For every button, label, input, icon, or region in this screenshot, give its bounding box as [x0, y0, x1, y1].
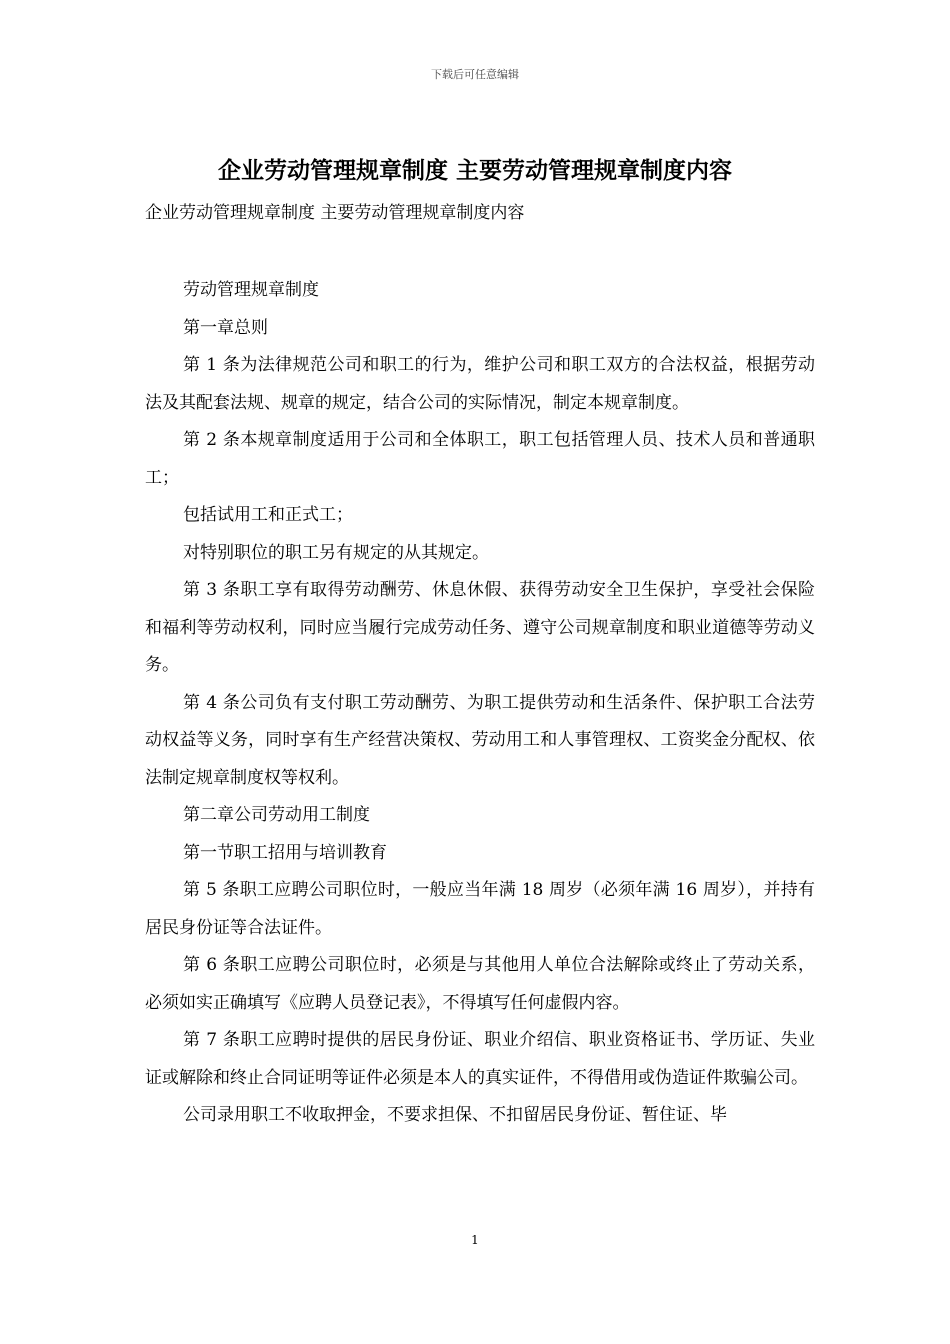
article-paragraph: 第 7 条职工应聘时提供的居民身份证、职业介绍信、职业资格证书、学历证、失业证或解除和终止合同证明等证件必须是本人的真实证件，不得借用或伪造证件欺骗公司。	[145, 1030, 815, 1088]
section-heading: 第一节职工招用与培训教育	[183, 842, 387, 863]
document-body	[145, 272, 815, 1135]
article-paragraph: 第 1 条为法律规范公司和职工的行为，维护公司和职工双方的合法权益，根据劳动法及其配套法规、规章的规定，结合公司的实际情况，制定本规章制度。	[145, 355, 815, 413]
article-paragraph: 第 4 条公司负有支付职工劳动酬劳、为职工提供劳动和生活条件、保护职工合法劳动权益等义务，同时享有生产经营决策权、劳动用工和人事管理权、工资奖金分配权、依法制定规章制度权等权利。	[145, 692, 815, 788]
document-subtitle: 企业劳动管理规章制度 主要劳动管理规章制度内容	[145, 203, 525, 223]
article-paragraph: 包括试用工和正式工；	[183, 505, 353, 525]
page-header-note: 下载后可任意编辑	[431, 68, 519, 81]
document-title: 企业劳动管理规章制度 主要劳动管理规章制度内容	[217, 157, 732, 184]
page-number: 1	[471, 1233, 479, 1247]
chapter-heading: 第二章公司劳动用工制度	[183, 805, 370, 825]
article-paragraph: 第 2 条本规章制度适用于公司和全体职工，职工包括管理人员、技术人员和普通职工；	[145, 430, 815, 488]
chapter-heading: 第一章总则	[183, 317, 268, 338]
article-paragraph: 第 6 条职工应聘公司职位时，必须是与其他用人单位合法解除或终止了劳动关系，必须如实正确填写《应聘人员登记表》，不得填写任何虚假内容。	[145, 955, 815, 1013]
article-paragraph: 公司录用职工不收取押金，不要求担保、不扣留居民身份证、暂住证、毕	[183, 1105, 727, 1125]
article-paragraph: 对特别职位的职工另有规定的从其规定。	[183, 542, 489, 563]
section-heading: 劳动管理规章制度	[183, 280, 319, 300]
article-paragraph: 第 5 条职工应聘公司职位时，一般应当年满 18 周岁（必须年满 16 周岁），并持有居民身份证等合法证件。	[145, 880, 815, 938]
article-paragraph: 第 3 条职工享有取得劳动酬劳、休息休假、获得劳动安全卫生保护，享受社会保险和福利等劳动权利，同时应当履行完成劳动任务、遵守公司规章制度和职业道德等劳动义务。	[145, 580, 815, 675]
